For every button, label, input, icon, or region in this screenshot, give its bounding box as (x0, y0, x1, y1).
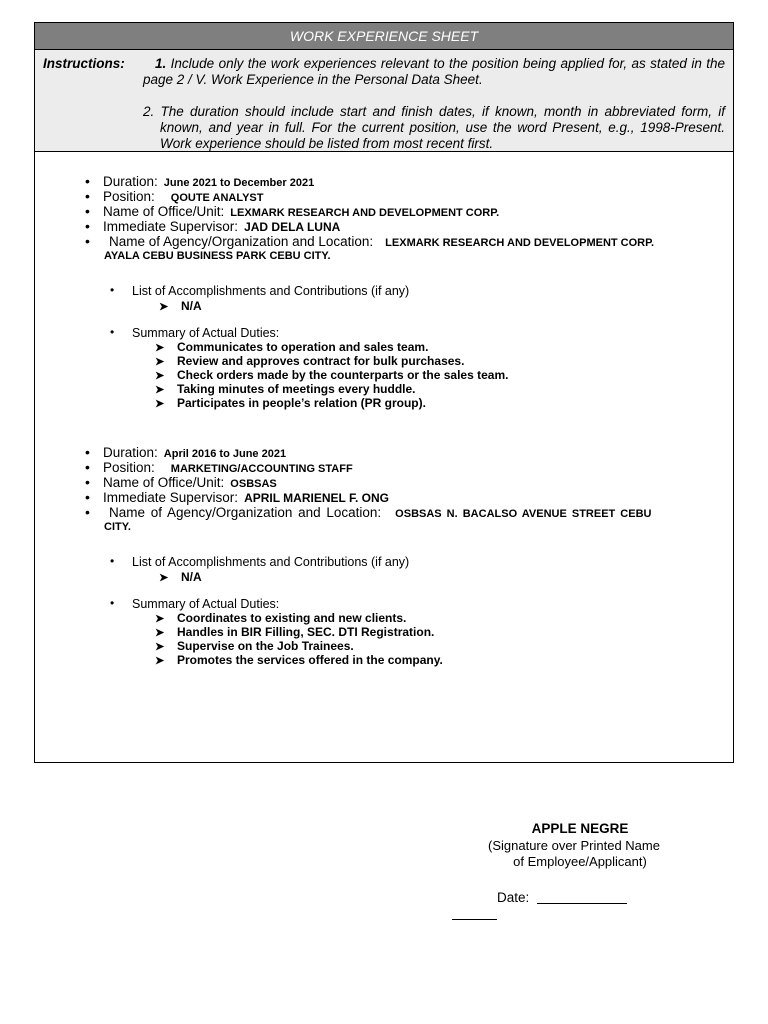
arrow-bullet-icon: ➤ (155, 627, 165, 639)
exp2-supervisor: • Immediate Supervisor: APRIL MARIENEL F. ONG (85, 489, 389, 505)
exp1-supervisor: • Immediate Supervisor: JAD DELA LUNA (85, 218, 341, 234)
instruction-1: 1. Include only the work experiences relevant to the position being applied for, as stated in the page 2 / V. Work Experience in the Personal Data Sheet. (143, 56, 725, 87)
signature-name: APPLE NEGRE (531, 821, 629, 836)
bullet-icon: • (85, 218, 90, 234)
signature-caption: (Signature over Printed Name (488, 838, 660, 853)
instruction-2: 2. The duration should include start and finish dates, if known, month in abbreviated form, if known, and year in full. For the current position, use the word Present, e.g., 1998-Present. Work experience should be listed from most recent first. (143, 104, 725, 151)
arrow-bullet-icon: ➤ (155, 655, 165, 667)
arrow-bullet-icon: ➤ (155, 613, 165, 625)
bullet-icon: • (85, 233, 90, 249)
exp1-duty: ➤ Communicates to operation and sales team. (155, 340, 429, 354)
bullet-icon: • (85, 444, 90, 460)
exp2-duration: • Duration: April 2016 to June 2021 (85, 444, 287, 460)
exp2-duty: ➤ Supervise on the Job Trainees. (155, 639, 354, 653)
date-field (497, 889, 627, 905)
bullet-icon: • (85, 474, 90, 490)
exp1-duty: ➤ Participates in people’s relation (PR group). (155, 396, 426, 410)
exp2-agency-cont: CITY. (104, 521, 131, 533)
exp1-accomplishments-label: • List of Accomplishments and Contributions (if any) (110, 283, 410, 298)
exp1-duration: • Duration: June 2021 to December 2021 (85, 173, 315, 189)
exp2-duties-label: • Summary of Actual Duties: (110, 596, 280, 611)
arrow-bullet-icon: ➤ (159, 572, 169, 584)
bullet-icon: • (85, 489, 90, 505)
exp2-position: • Position: MARKETING/ACCOUNTING STAFF (85, 459, 353, 475)
arrow-bullet-icon: ➤ (155, 356, 165, 368)
signature-caption: of Employee/Applicant) (513, 854, 647, 869)
date-label: Date: (497, 890, 530, 905)
bullet-icon: • (85, 203, 90, 219)
exp1-agency: • Name of Agency/Organization and Location: LEXMARK RESEARCH AND DEVELOPMENT CORP. (85, 233, 655, 249)
bullet-icon: • (85, 188, 90, 204)
exp1-duty: ➤ Taking minutes of meetings every huddle. (155, 382, 416, 396)
arrow-bullet-icon: ➤ (155, 384, 165, 396)
blank-line (452, 919, 497, 920)
exp2-accomplishments-label: • List of Accomplishments and Contributions (if any) (110, 554, 410, 569)
arrow-bullet-icon: ➤ (155, 342, 165, 354)
exp1-duty: ➤ Check orders made by the counterparts or the sales team. (155, 368, 509, 382)
date-blank-line (537, 889, 627, 904)
bullet-icon: • (110, 596, 115, 610)
exp1-duties-label: • Summary of Actual Duties: (110, 325, 280, 340)
arrow-bullet-icon: ➤ (155, 641, 165, 653)
work-experience-sheet (34, 22, 734, 763)
exp2-accomplishment: ➤ N/A (159, 570, 202, 584)
bullet-icon: • (110, 325, 115, 339)
arrow-bullet-icon: ➤ (155, 370, 165, 382)
bullet-icon: • (110, 554, 115, 568)
exp2-duty: ➤ Handles in BIR Filling, SEC. DTI Registration. (155, 625, 435, 639)
exp2-agency: • Name of Agency/Organization and Location: OSBSAS N. BACALSO AVENUE STREET CEBU (85, 504, 652, 520)
bullet-icon: • (85, 173, 90, 189)
exp1-accomplishment: ➤ N/A (159, 299, 202, 313)
arrow-bullet-icon: ➤ (155, 398, 165, 410)
bullet-icon: • (85, 459, 90, 475)
exp2-duty: ➤ Promotes the services offered in the company. (155, 653, 443, 667)
sheet-title: WORK EXPERIENCE SHEET (35, 23, 733, 50)
exp1-office: • Name of Office/Unit: LEXMARK RESEARCH AND DEVELOPMENT CORP. (85, 203, 500, 219)
exp1-duty: ➤ Review and approves contract for bulk purchases. (155, 354, 465, 368)
arrow-bullet-icon: ➤ (159, 301, 169, 313)
exp2-office: • Name of Office/Unit: OSBSAS (85, 474, 277, 490)
exp1-agency-cont: AYALA CEBU BUSINESS PARK CEBU CITY. (104, 250, 331, 262)
bullet-icon: • (85, 504, 90, 520)
instructions-box (35, 50, 733, 152)
exp2-duty: ➤ Coordinates to existing and new clients. (155, 611, 407, 625)
exp1-position: • Position: QOUTE ANALYST (85, 188, 264, 204)
instructions-label: Instructions: (43, 56, 125, 71)
bullet-icon: • (110, 283, 115, 297)
